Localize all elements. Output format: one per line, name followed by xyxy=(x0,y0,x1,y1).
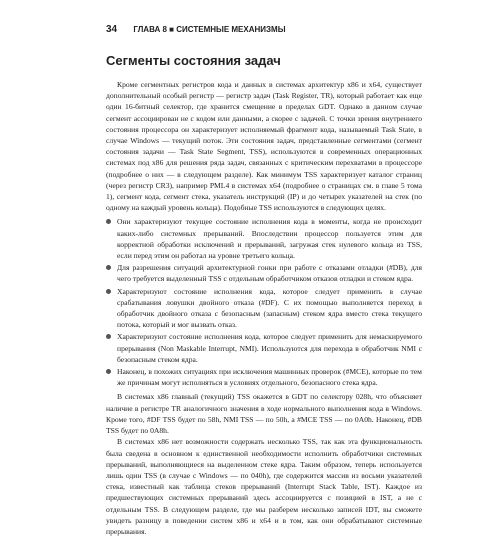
bullet-text: Характеризуют состояние исполнения кода, которое следует применить для немаскируемого прерывания (Non Maskable Interrupt, NMI). Используются для перехода в обработчик NMI с безопасным стеком ядра. xyxy=(117,332,422,364)
bullet-icon xyxy=(106,334,111,339)
bullet-icon xyxy=(106,265,111,270)
bullet-icon xyxy=(106,369,111,374)
chapter-label: ГЛАВА 8 xyxy=(133,25,167,34)
bullet-text: Характеризуют состояние исполнения кода, которое следует применить в случае срабатывания ловушки двойного отказа (#DF). С их помощью выполняется переход в обработчик двойного отказа с безопасным (запасным) стеком ядра вместо стека текущего потока, который и мог вызвать отказ. xyxy=(117,286,422,330)
paragraph-3: В системах x86 нет возможности содержать несколько TSS, так как эта функциональность была сведена в основном к единственной необходимости исполнить обработчики системных прерываний, выполняющиеся на выделенном стеке ядра. Таким образом, теперь используется лишь один TSS (в случае с Windows — по 040h), где содержится массив из восьми указателей стека, известный как таблица стеков прерываний (Interrupt Stack Table, IST). Каждое из предшествующих системных прерываний здесь ассоциируется с позицией в IST, а не с отдельным TSS. В следующем разделе, где мы разберем несколько записей IDT, вы сможете увидеть разницу в поведении систем x86 и x64 и в том, как они обрабатывают системные прерывания. xyxy=(106,437,422,536)
paragraph-2: В системах x86 главный (текущий) TSS окажется в GDT по селектору 028h, что объясняет наличие в регистре TR аналогичного значения в ходе нормального выполнения кода в Windows. Кроме того, #DF TSS будет по 58h, NMI TSS — по 50h, а #MCE TSS — по 0A0h. Наконец, #DB TSS будет по 0A8h. xyxy=(106,392,422,436)
bullet-icon xyxy=(106,219,111,224)
intro-paragraph: Кроме сегментных регистров кода и данных в системах архитектур x86 и x64, существует дополнительный особый регистр — регистр задач (Task Register, TR), который работает как еще один 16-битный селектор, где хранится смещение в пределах GDT. Однако в данном случае сегмент ассоциирован не с кодом или данными, а скорее с задачей. С точки зрения внутреннего состояния процессора он характеризует исполняемый фрагмент кода, называемый Task State, в случае Windows — текущий поток. Эти состояния задач, представленные сегментами (сегмент состояния задачи — Task State Segment, TSS), используются в современных операционных системах под x86 для решения ряда задач, связанных с критическим перехватами в процессоре (подробнее о них — в следующем разделе). Как минимум TSS характеризует каталог страниц (через регистр CR3), например PML4 в системах x64 (подробнее о страницах см. в главе 5 тома 1), сегмент кода, сегмент стека, указатель инструкций (IP) и до четырех указателей на стек (по одному на каждый уровень кольца). Подобные TSS используются в следующих целях. xyxy=(106,80,422,213)
bullet-text: Наконец, в похожих ситуациях при исключения машинных проверок (#MCE), которые по тем же причинам могут исполняться в условиях отдельного, безопасного стека ядра. xyxy=(117,367,422,388)
bullet-text: Они характеризуют текущее состояние исполнения кода в моменты, когда не происходит каких-либо системных прерываний. Впоследствии процессор пользуется этим для корректной обработки исключений и прерываний, загружая стек нулевого кольца из TSS, если перед этим он работал на уровне третьего кольца. xyxy=(117,217,422,261)
bullet-text: Для разрешения ситуаций архитектурной гонки при работе с отказами отладки (#DB), для чего требуется выделенный TSS с отдельным обработчиком отказов отладки и стеком ядра. xyxy=(117,263,422,284)
header-separator: ■ xyxy=(169,25,174,34)
bullet-item xyxy=(106,262,422,284)
chapter-title: СИСТЕМНЫЕ МЕХАНИЗМЫ xyxy=(176,25,286,34)
bullet-icon xyxy=(106,289,111,294)
bullet-list xyxy=(106,216,422,388)
page-number: 34 xyxy=(106,24,118,35)
bullet-item xyxy=(106,216,422,261)
running-header xyxy=(106,24,406,36)
bullet-item xyxy=(106,286,422,331)
bullet-item xyxy=(106,366,422,388)
section-title: Сегменты состояния задач xyxy=(106,53,281,68)
bullet-item xyxy=(106,331,422,365)
body-text xyxy=(106,79,422,537)
